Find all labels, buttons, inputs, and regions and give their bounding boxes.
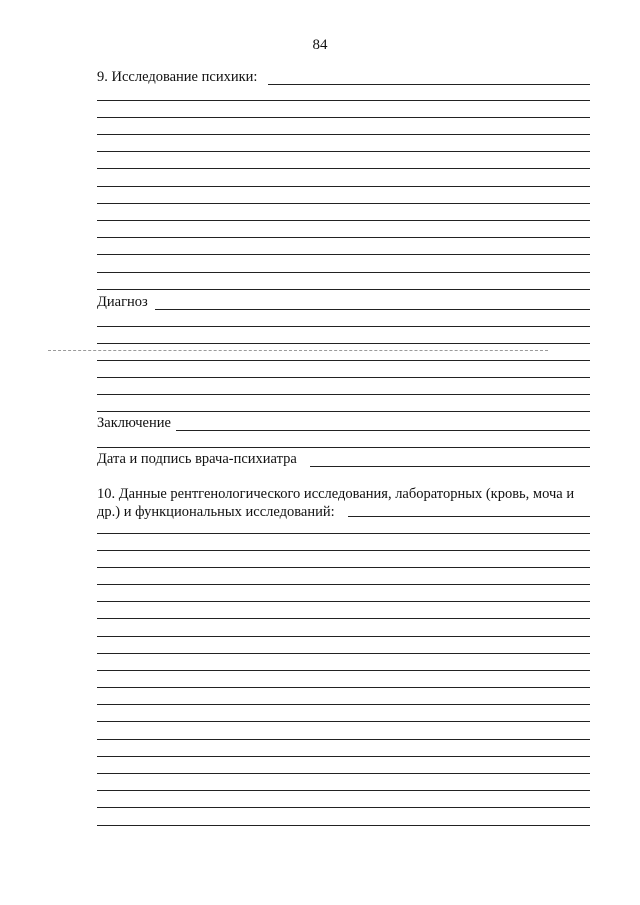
fill-line[interactable] xyxy=(97,721,590,722)
fill-line[interactable] xyxy=(97,186,590,187)
fill-line[interactable] xyxy=(97,134,590,135)
fill-line[interactable] xyxy=(97,790,590,791)
conclusion-line[interactable] xyxy=(176,430,590,431)
fill-line[interactable] xyxy=(97,773,590,774)
fill-line[interactable] xyxy=(97,807,590,808)
fill-line[interactable] xyxy=(97,533,590,534)
fill-line[interactable] xyxy=(97,326,590,327)
fill-line[interactable] xyxy=(268,84,590,85)
fill-line[interactable] xyxy=(348,516,590,517)
page-number: 84 xyxy=(312,37,328,53)
fill-line[interactable] xyxy=(97,447,590,448)
diagnosis-label: Диагноз xyxy=(97,294,151,311)
fill-line[interactable] xyxy=(97,739,590,740)
fill-line[interactable] xyxy=(97,203,590,204)
fill-line[interactable] xyxy=(97,756,590,757)
fill-line[interactable] xyxy=(97,100,590,101)
fill-line[interactable] xyxy=(97,687,590,688)
fill-line[interactable] xyxy=(97,272,590,273)
fill-line[interactable] xyxy=(97,825,590,826)
fill-line[interactable] xyxy=(97,567,590,568)
section9-heading: 9. Исследование психики: xyxy=(97,69,260,86)
fill-line[interactable] xyxy=(97,636,590,637)
fill-line[interactable] xyxy=(97,220,590,221)
fill-line[interactable] xyxy=(97,377,590,378)
fill-line[interactable] xyxy=(97,394,590,395)
fill-line[interactable] xyxy=(97,360,590,361)
signature-label: Дата и подпись врача-психиатра xyxy=(97,451,300,468)
section10-heading: 10. Данные рентгенологического исследования, лабораторных (кровь, моча и др.) и функциональных исследований: xyxy=(97,486,575,520)
fill-line[interactable] xyxy=(97,584,590,585)
fill-line[interactable] xyxy=(97,151,590,152)
fill-line[interactable] xyxy=(97,343,590,344)
fill-line[interactable] xyxy=(97,254,590,255)
conclusion-label: Заключение xyxy=(97,415,174,432)
fill-line[interactable] xyxy=(97,550,590,551)
fill-line[interactable] xyxy=(97,168,590,169)
scan-artifact-dashes xyxy=(48,350,548,351)
fill-line[interactable] xyxy=(97,117,590,118)
fill-line[interactable] xyxy=(97,411,590,412)
fill-line[interactable] xyxy=(97,704,590,705)
fill-line[interactable] xyxy=(97,289,590,290)
fill-line[interactable] xyxy=(97,670,590,671)
fill-line[interactable] xyxy=(97,237,590,238)
signature-line[interactable] xyxy=(310,466,590,467)
fill-line[interactable] xyxy=(97,601,590,602)
diagnosis-line[interactable] xyxy=(155,309,590,310)
fill-line[interactable] xyxy=(97,653,590,654)
fill-line[interactable] xyxy=(97,618,590,619)
